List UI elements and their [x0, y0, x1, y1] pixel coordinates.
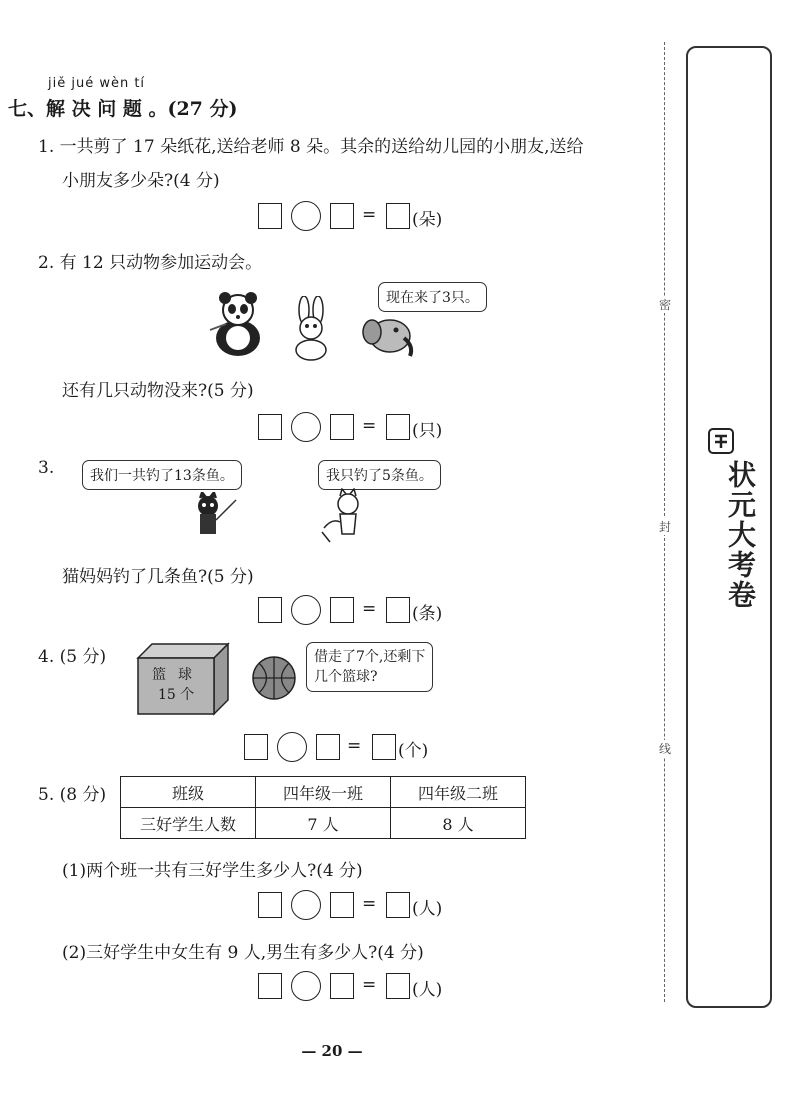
answer-box[interactable] [330, 973, 354, 999]
answer-box[interactable] [258, 203, 282, 229]
publisher-logo-icon [708, 428, 734, 454]
binding-mark-mi: 密 [659, 298, 672, 312]
table-header-cell: 四年级二班 [391, 777, 526, 808]
operator-circle[interactable] [291, 201, 321, 231]
table-header-row [121, 777, 526, 808]
q5-label: 5. (8 分) [38, 785, 107, 805]
q3-bubble-kitten: 我只钓了5条鱼。 [318, 460, 441, 490]
unit-label: (朵) [412, 210, 443, 230]
unit-label: (条) [412, 604, 443, 624]
q2-text: 2. 有 12 只动物参加运动会。 [38, 253, 263, 273]
unit-label: (只) [412, 421, 443, 441]
operator-circle[interactable] [291, 595, 321, 625]
q3-question: 猫妈妈钓了几条鱼?(5 分) [62, 567, 254, 587]
equals-sign: = [347, 736, 362, 756]
answer-box[interactable] [258, 414, 282, 440]
q4-speech-bubble: 借走了7个,还剩下 几个篮球? [306, 642, 433, 692]
unit-label: (个) [398, 741, 429, 761]
panda-illustration [208, 290, 268, 360]
rabbit-illustration [286, 296, 336, 362]
operator-circle[interactable] [291, 971, 321, 1001]
binding-mark-xian: 线 [659, 742, 672, 756]
basketball-icon [250, 654, 298, 702]
answer-box[interactable] [244, 734, 268, 760]
answer-box[interactable] [330, 892, 354, 918]
brand-logo-text: 状元大考卷 [724, 460, 757, 610]
table-cell: 8 人 [391, 808, 526, 839]
answer-box[interactable] [258, 892, 282, 918]
q5-table [120, 776, 526, 839]
q5-sub1: (1)两个班一共有三好学生多少人?(4 分) [62, 861, 363, 881]
unit-label: (人) [412, 980, 443, 1000]
answer-box[interactable] [316, 734, 340, 760]
answer-box[interactable] [386, 203, 410, 229]
q5-sub2: (2)三好学生中女生有 9 人,男生有多少人?(4 分) [62, 943, 424, 963]
answer-box[interactable] [330, 203, 354, 229]
table-header-cell: 班级 [121, 777, 256, 808]
answer-box[interactable] [330, 414, 354, 440]
crate-label: 篮 球 [152, 667, 192, 683]
q2-speech-bubble: 现在来了3只。 [378, 282, 487, 312]
q1-line1: 1. 一共剪了 17 朵纸花,送给老师 8 朵。其余的送给幼儿园的小朋友,送给 [38, 137, 584, 157]
answer-box[interactable] [386, 597, 410, 623]
section-title: 七、解 决 问 题 。(27 分) [8, 98, 238, 120]
table-cell: 三好学生人数 [121, 808, 256, 839]
binding-mark-feng: 封 [659, 520, 672, 534]
equals-sign: = [362, 416, 377, 436]
kitten-illustration [318, 488, 374, 548]
operator-circle[interactable] [291, 890, 321, 920]
answer-box[interactable] [330, 597, 354, 623]
q3-bubble-cat-mom: 我们一共钓了13条鱼。 [82, 460, 242, 490]
cat-mother-illustration [190, 492, 240, 548]
answer-box[interactable] [258, 973, 282, 999]
operator-circle[interactable] [277, 732, 307, 762]
equals-sign: = [362, 894, 377, 914]
table-cell: 7 人 [256, 808, 391, 839]
crate-count: 15 个 [158, 687, 195, 703]
equals-sign: = [362, 975, 377, 995]
q3-number: 3. [38, 458, 55, 478]
table-row [121, 808, 526, 839]
equals-sign: = [362, 205, 377, 225]
page-number: — 20 — [301, 1042, 363, 1060]
unit-label: (人) [412, 899, 443, 919]
answer-box[interactable] [386, 892, 410, 918]
equals-sign: = [362, 599, 377, 619]
answer-box[interactable] [386, 414, 410, 440]
answer-box[interactable] [258, 597, 282, 623]
q4-label: 4. (5 分) [38, 647, 107, 667]
q1-line2: 小朋友多少朵?(4 分) [62, 171, 220, 191]
q2-question: 还有几只动物没来?(5 分) [62, 381, 254, 401]
table-header-cell: 四年级一班 [256, 777, 391, 808]
elephant-illustration [362, 312, 418, 360]
operator-circle[interactable] [291, 412, 321, 442]
answer-box[interactable] [372, 734, 396, 760]
answer-box[interactable] [386, 973, 410, 999]
section-pinyin: jiě jué wèn tí [48, 76, 146, 91]
